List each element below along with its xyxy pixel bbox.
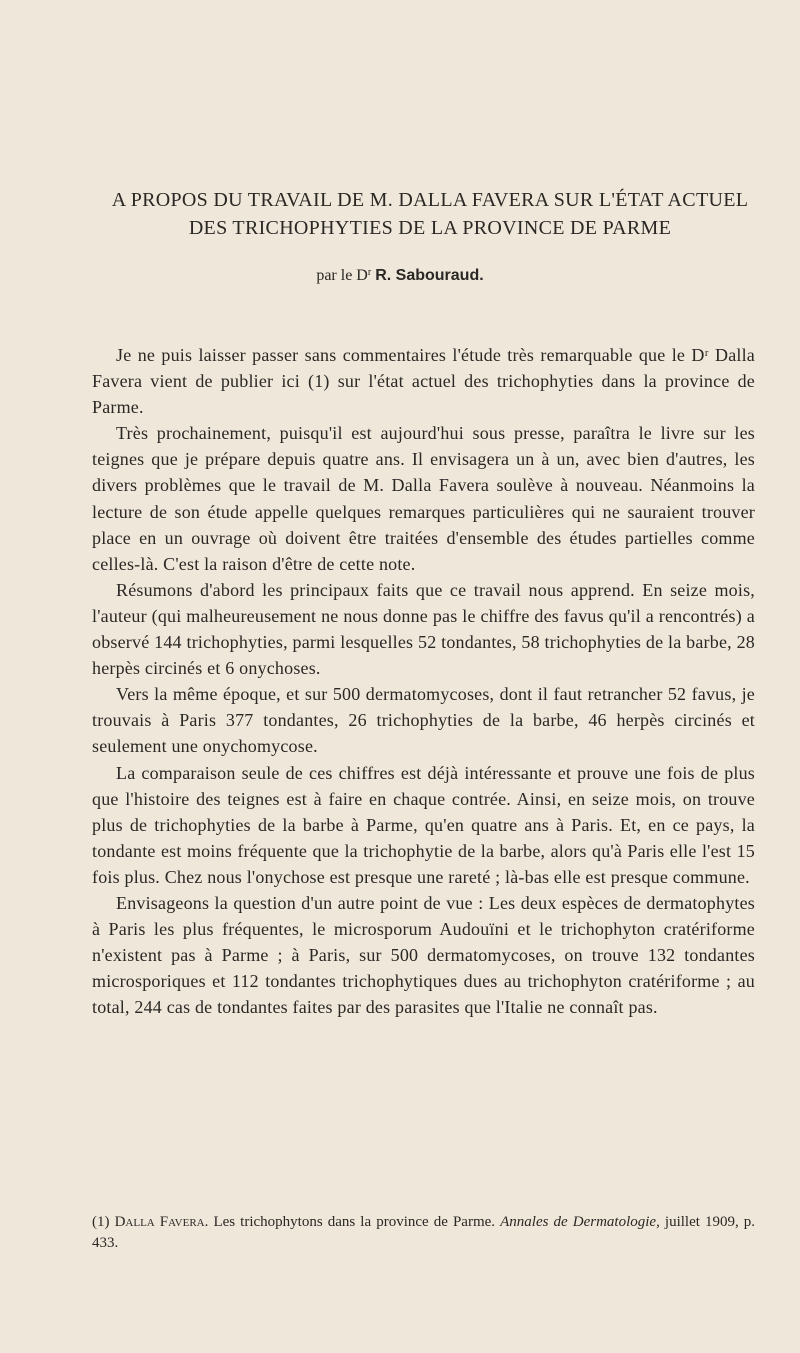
article-title: A PROPOS DU TRAVAIL DE M. DALLA FAVERA SUR L'ÉTAT ACTUEL DES TRICHOPHYTIES DE LA PROVINCE DE PARME: [111, 189, 749, 239]
byline: [0, 262, 800, 287]
footnote-date: juillet 1909, p. 433.: [92, 1214, 756, 1251]
paragraph: Je ne puis laisser passer sans commentaires l'étude très remarquable que le Dʳ Dalla Favera vient de publier ici (1) sur l'état actuel des trichophyties dans la province de Parme.: [92, 345, 755, 418]
byline-prefix: par le D: [316, 267, 368, 284]
footnote-author: Dalla Favera.: [114, 1214, 209, 1230]
byline-superscript: r: [367, 267, 372, 278]
author-name: R. Sabouraud.: [375, 267, 484, 284]
footnote-title: Les trichophytons dans la province de Parme.: [213, 1214, 496, 1230]
paragraph: Très prochainement, puisqu'il est aujourd'hui sous presse, paraîtra le livre sur les teignes que je prépare depuis quatre ans. Il envisagera un à un, avec bien d'autres, les divers problèmes que le travail de M. Dalla Favera soulève à nouveau. Néanmoins la lecture de son étude appelle quelques remarques particulières qui ne sauraient trouver place en un ouvrage où doivent être traitées d'ensemble des études partielles comme celles-là. C'est la raison d'être de cette note.: [92, 423, 755, 574]
footnote-number: (1): [92, 1214, 110, 1230]
footnote-journal: Annales de Dermatologie,: [500, 1214, 660, 1230]
article-body: [92, 342, 755, 1020]
paragraph: Résumons d'abord les principaux faits que ce travail nous apprend. En seize mois, l'auteur (qui malheureusement ne nous donne pas le chiffre des favus qu'il a rencontrés) a observé 144 trichophyties, parmi lesquelles 52 tondantes, 58 trichophyties de la barbe, 28 herpès circinés et 6 onychoses.: [92, 579, 755, 679]
footnote: [92, 1212, 755, 1254]
paragraph: La comparaison seule de ces chiffres est déjà intéressante et prouve une fois de plus que l'histoire des teignes est à faire en chaque contrée. Ainsi, en seize mois, on trouve plus de trichophyties de la barbe à Parme, qu'en quatre ans à Paris. Et, en ce pays, la tondante est moins fréquente que la trichophytie de la barbe, alors qu'à Paris elle l'est 15 fois plus. Chez nous l'onychose est presque une rareté ; là-bas elle est presque commune.: [92, 762, 755, 887]
paragraph: Envisageons la question d'un autre point de vue : Les deux espèces de dermatophytes à Paris les plus fréquentes, le microsporum Audouïni et le trichophyton cratériforme n'existent pas à Parme ; à Paris, sur 500 dermatomycoses, on trouve 132 tondantes microsporiques et 112 tondantes trichophytiques dues au trichophyton cratériforme ; au total, 244 cas de tondantes faites par des parasites que l'Italie ne connaît pas.: [92, 892, 755, 1018]
paragraph: Vers la même époque, et sur 500 dermatomycoses, dont il faut retrancher 52 favus, je trouvais à Paris 377 tondantes, 26 trichophyties de la barbe, 46 herpès circinés et seulement une onychomycose.: [92, 684, 755, 757]
